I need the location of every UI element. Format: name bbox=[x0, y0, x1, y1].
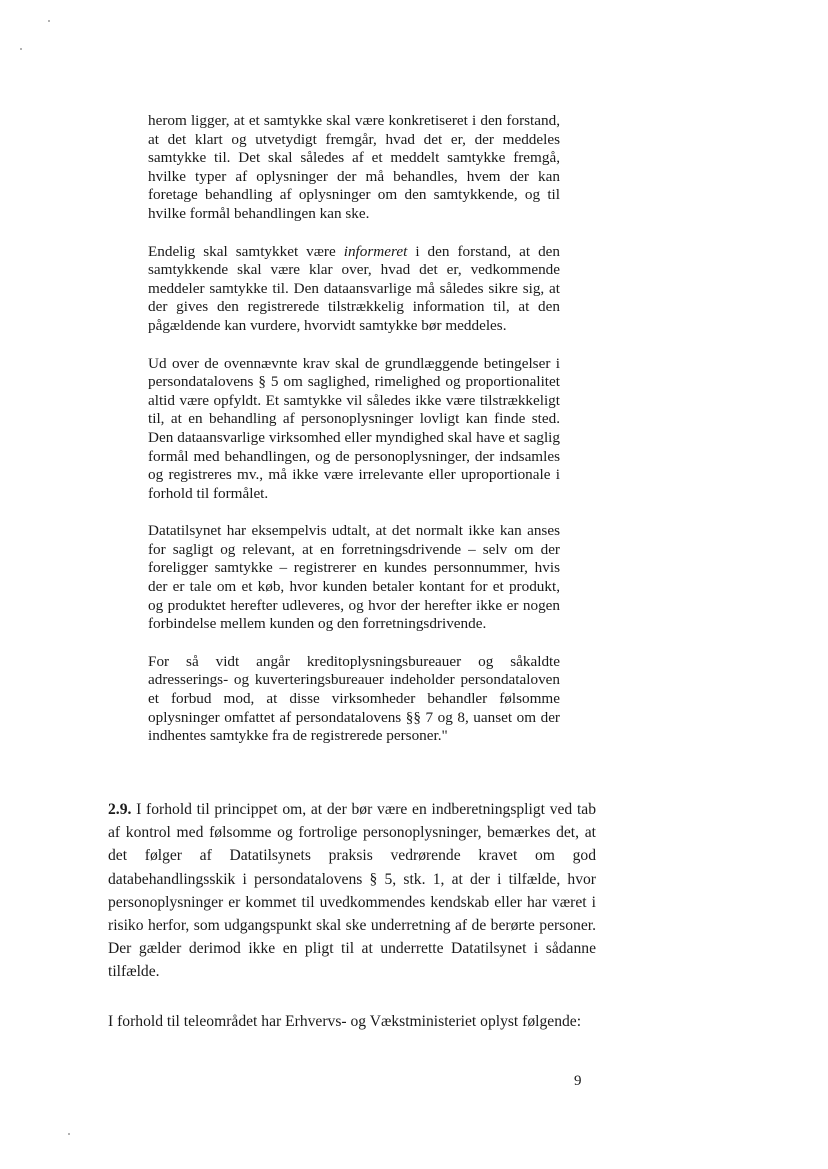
section-2-9 bbox=[108, 798, 596, 1059]
quoted-passage bbox=[148, 112, 560, 765]
section-paragraph-1-text: I forhold til princippet om, at der bør være en indberetningspligt ved tab af kontrol med følsomme og fortrolige personoplysninger, bemærkes det, at det følger af Datatilsynets praksis vedrørende kravet om god databehandlingsskik i persondatalovens § 5, stk. 1, at der i tilfælde, hvor personoplysninger er kommet til uvedkommendes kendskab eller har været i risiko herfor, som udgangspunkt skal ske underretning af de berørte personer. Der gælder derimod ikke en pligt til at underrette Datatilsynet i sådanne tilfælde. bbox=[108, 801, 596, 981]
scan-speck bbox=[48, 20, 50, 22]
quote-paragraph-4: Datatilsynet har eksempelvis udtalt, at det normalt ikke kan anses for sagligt og relevant, at en forretningsdrivende – selv om der foreligger samtykke – registrerer en kundes personnummer, hvis der er tale om et køb, hvor kunden betaler kontant for et produkt, og produktet herefter udleveres, og hvor der herefter ikke er nogen forbindelse mellem kunden og den forretningsdrivende. bbox=[148, 522, 560, 633]
quote-emphasis-informeret: informeret bbox=[343, 242, 408, 260]
quote-paragraph-2-text-start: Endelig skal samtykket være bbox=[148, 242, 344, 260]
section-paragraph-1 bbox=[108, 798, 596, 984]
scan-speck bbox=[20, 48, 22, 50]
page-number: 9 bbox=[574, 1073, 582, 1089]
quote-paragraph-1: herom ligger, at et samtykke skal være konkretiseret i den forstand, at det klart og utvetydigt fremgår, hvad det er, der meddeles samtykke til. Det skal således af et meddelt samtykke fremgå, hvilke typer af oplysninger der må behandles, hvem der kan foretage behandling af oplysninger om den samtykkende, og til hvilke formål behandlingen kan ske. bbox=[148, 112, 560, 222]
scan-speck bbox=[68, 1133, 70, 1135]
section-paragraph-2: I forhold til teleområdet har Erhvervs- og Vækstministeriet oplyst følgende: bbox=[108, 1012, 582, 1030]
section-number: 2.9. bbox=[108, 801, 132, 818]
quote-paragraph-5: For så vidt angår kreditoplysningsbureauer og såkaldte adresserings- og kuverteringsbureauer indeholder persondataloven et forbud mod, at disse virksomheder behandler følsomme oplysninger omfattet af persondatalovens §§ 7 og 8, uanset om der indhentes samtykke fra de registrerede personer." bbox=[148, 652, 560, 745]
quote-paragraph-2-text-end: i den forstand, at den samtykkende skal være klar over, hvad det er, vedkommende meddeler samtykke til. Den dataansvarlige må således sikre sig, at der gives den registrerede tilstrækkelig information til, at den pågældende kan vurdere, hvorvidt samtykke bør meddeles. bbox=[148, 242, 560, 334]
quote-paragraph-2 bbox=[148, 243, 560, 336]
quote-paragraph-3: Ud over de ovennævnte krav skal de grundlæggende betingelser i persondatalovens § 5 om saglighed, rimelighed og proportionalitet altid være opfyldt. Et samtykke vil således ikke være tilstrækkeligt til, at en behandling af personoplysninger lovligt kan finde sted. Den dataansvarlige virksomhed eller myndighed skal have et saglig formål med behandlingen, og de personoplysninger, der indsamles og registreres mv., må ikke være irrelevante eller uproportionale i forhold til formålet. bbox=[148, 354, 560, 502]
